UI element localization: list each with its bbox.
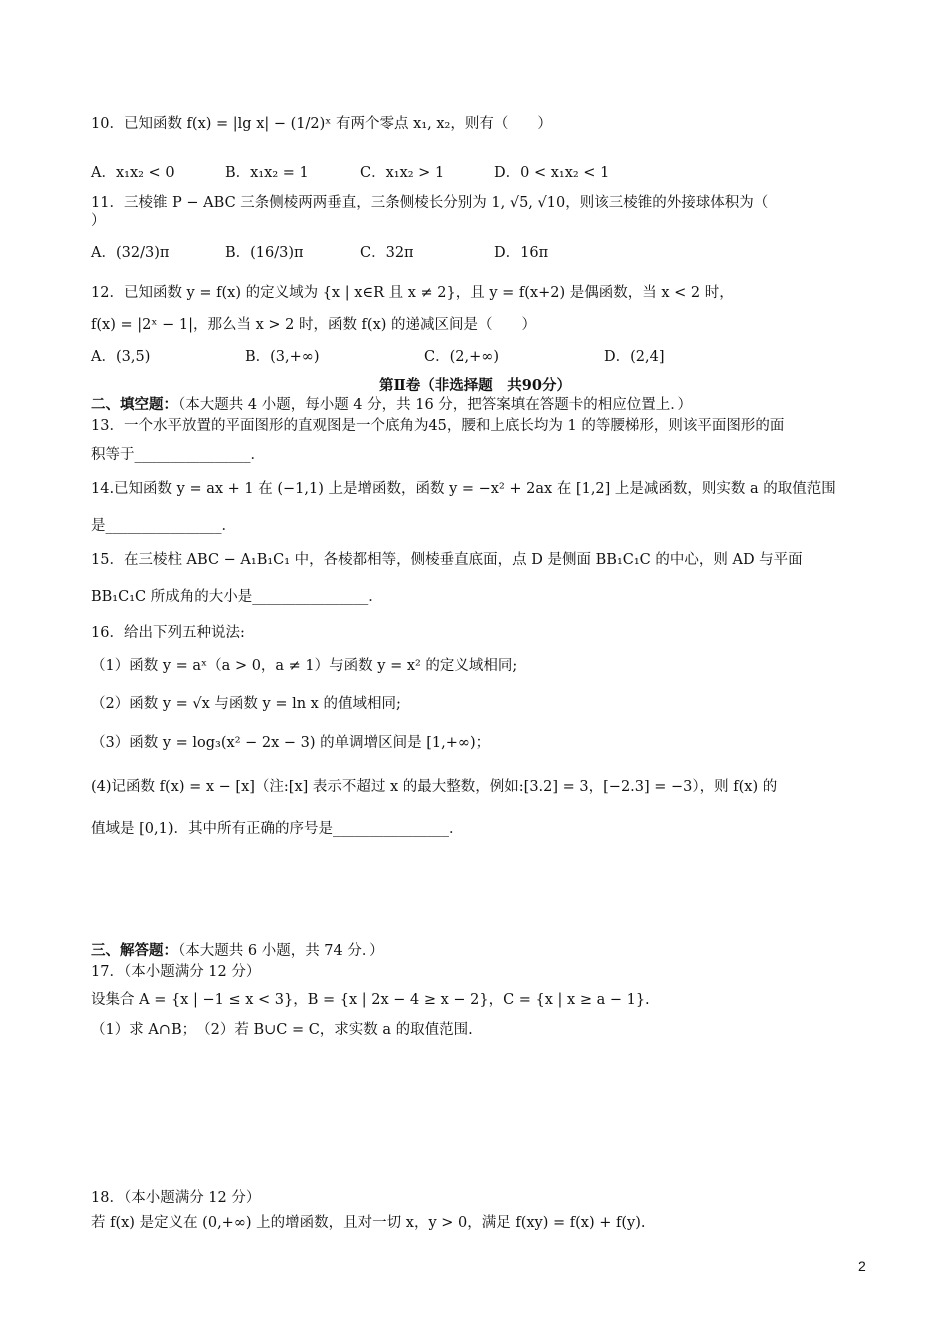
fill-heading: 二、填空题： bbox=[91, 396, 178, 413]
q17-line1: 设集合 A = {x | −1 ≤ x < 3}，B = {x | 2x − 4 ≥ x − 2}，C = {x | x ≥ a − 1}. bbox=[91, 992, 650, 1008]
q14-line2: 是________________． bbox=[91, 518, 236, 534]
q10-option-b: B．x₁x₂ = 1 bbox=[225, 165, 309, 181]
q14-line1: 14.已知函数 y = ax + 1 在 (−1,1) 上是增函数，函数 y = −x² + 2ax 在 [1,2] 上是减函数，则实数 a 的取值范围 bbox=[91, 481, 836, 497]
q11-option-d: D．16π bbox=[494, 245, 549, 261]
q11-option-b: B．(16/3)π bbox=[225, 245, 304, 261]
q16-item5: 值域是 [0,1)．其中所有正确的序号是________________． bbox=[91, 821, 464, 837]
q12-line2: f(x) = |2ˣ − 1|，那么当 x > 2 时，函数 f(x) 的递减区间是（ ） bbox=[91, 317, 537, 333]
q11-option-c: C．32π bbox=[360, 245, 414, 261]
q12-line1: 12．已知函数 y = f(x) 的定义域为 {x | x∈R 且 x ≠ 2}，且 y = f(x+2) 是偶函数，当 x < 2 时， bbox=[91, 285, 734, 301]
q18-title: 18．（本小题满分 12 分） bbox=[91, 1190, 261, 1206]
q15-line2: BB₁C₁C 所成角的大小是________________． bbox=[91, 589, 383, 605]
solve-heading: 三、解答题： bbox=[91, 942, 178, 959]
q10-option-d: D．0 < x₁x₂ < 1 bbox=[494, 165, 610, 181]
q11-option-a: A．(32/3)π bbox=[91, 245, 170, 261]
q10-stem: 10．已知函数 f(x) = |lg x| − (1/2)ˣ 有两个零点 x₁, x₂，则有（ ） bbox=[91, 116, 552, 132]
q11-stem: 11．三棱锥 P − ABC 三条侧棱两两垂直，三条侧棱长分别为 1, √5, √10，则该三棱锥的外接球体积为（ bbox=[91, 195, 769, 211]
q18-line1: 若 f(x) 是定义在 (0,+∞) 上的增函数，且对一切 x，y > 0，满足 f(xy) = f(x) + f(y). bbox=[91, 1215, 646, 1231]
q16-item3: （3）函数 y = log₃(x² − 2x − 3) 的单调增区间是 [1,+∞)； bbox=[91, 735, 491, 751]
q12-option-a: A．(3,5) bbox=[91, 349, 151, 365]
fill-note: （本大题共 4 小题，每小题 4 分，共 16 分，把答案填在答题卡的相应位置上．） bbox=[178, 397, 693, 413]
q16-item2: （2）函数 y = √x 与函数 y = ln x 的值域相同; bbox=[91, 696, 401, 712]
solve-section-header bbox=[91, 941, 384, 961]
part2-title: 第Ⅱ卷（非选择题 共90分） bbox=[379, 377, 571, 394]
q12-option-d: D．(2,4] bbox=[604, 349, 665, 365]
q17-title: 17．（本小题满分 12 分） bbox=[91, 964, 261, 980]
q16-item1: （1）函数 y = aˣ（a > 0，a ≠ 1）与函数 y = x² 的定义域相同; bbox=[91, 658, 518, 674]
q12-option-b: B．(3,+∞) bbox=[245, 349, 320, 365]
q17-line2: （1）求 A∩B； （2）若 B∪C = C，求实数 a 的取值范围. bbox=[91, 1022, 473, 1038]
q12-option-c: C．(2,+∞) bbox=[424, 349, 499, 365]
q10-option-a: A．x₁x₂ < 0 bbox=[91, 165, 175, 181]
q15-line1: 15．在三棱柱 ABC − A₁B₁C₁ 中，各棱都相等，侧棱垂直底面，点 D 是侧面 BB₁C₁C 的中心，则 AD 与平面 bbox=[91, 552, 803, 568]
q13-line1: 13．一个水平放置的平面图形的直观图是一个底角为45，腰和上底长均为 1 的等腰梯形，则该平面图形的面 bbox=[91, 418, 785, 434]
q11-stem-cont: ） bbox=[91, 213, 106, 229]
q13-line2: 积等于________________． bbox=[91, 447, 265, 463]
q16-intro: 16．给出下列五种说法: bbox=[91, 625, 245, 641]
q10-option-c: C．x₁x₂ > 1 bbox=[360, 165, 445, 181]
fill-section-header bbox=[91, 395, 692, 415]
q16-item4: (4)记函数 f(x) = x − [x]（注:[x] 表示不超过 x 的最大整数，例如:[3.2] = 3，[−2.3] = −3），则 f(x) 的 bbox=[91, 779, 778, 795]
page-number: 2 bbox=[858, 1258, 866, 1274]
solve-note: （本大题共 6 小题，共 74 分．） bbox=[178, 943, 384, 959]
